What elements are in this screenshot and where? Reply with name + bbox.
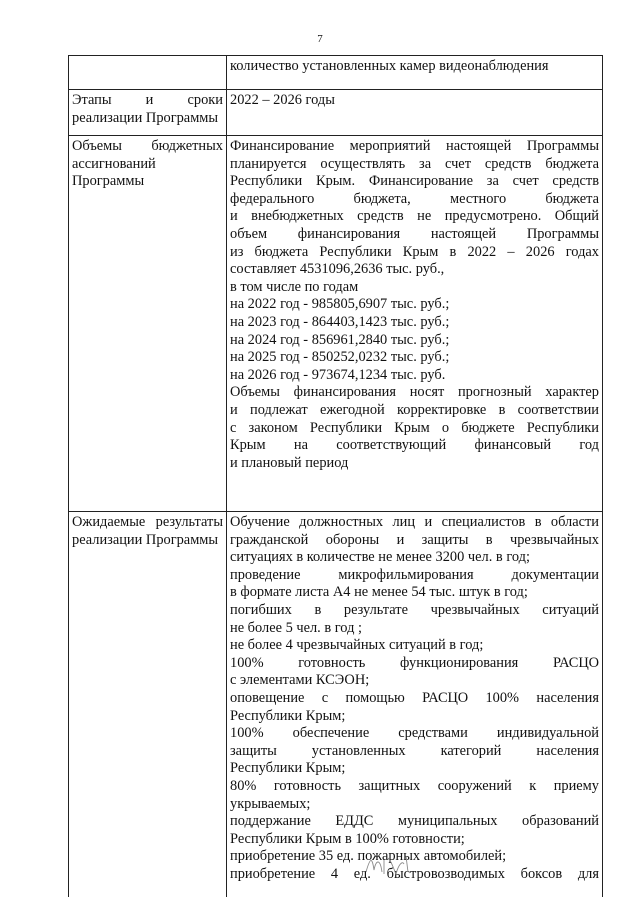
content-line: приобретение 4 ед. быстровозводимых боксов для <box>230 865 599 882</box>
content-line: Финансирование мероприятий настоящей Программы <box>230 138 599 154</box>
content-line: на 2025 год - 850252,0232 тыс. руб.; <box>230 349 450 366</box>
content-line: в формате листа А4 не менее 54 тыс. штук в год; <box>230 584 528 601</box>
label-line: Программы <box>72 173 145 190</box>
content-line: защиты установленных категорий населения <box>230 742 599 759</box>
content-line: укрываемых; <box>230 795 311 812</box>
content-line: ситуациях в количестве не менее 3200 чел. в год; <box>230 549 530 566</box>
content-line: и подлежат ежегодной корректировке в соответствии <box>230 401 599 418</box>
content-line: 80% готовность защитных сооружений к приему <box>230 777 599 794</box>
content-line: Республики Крым в 100% готовности; <box>230 830 465 847</box>
table-row <box>69 56 603 90</box>
content-line: не более 4 чрезвычайных ситуаций в год; <box>230 637 484 654</box>
label-line: ассигнований <box>72 155 156 172</box>
content-line: Республики Крым; <box>230 760 346 777</box>
content-line: федерального бюджета, местного бюджета <box>230 190 599 207</box>
content-line: с законом Республики Крым о бюджете Республики <box>230 419 599 436</box>
table-row <box>69 90 603 136</box>
content-line: из бюджета Республики Крым в 2022 – 2026 годах <box>230 243 599 260</box>
content-line: проведение микрофильмирования документации <box>230 566 599 583</box>
label-line: Ожидаемые результаты <box>72 514 223 530</box>
content-line: Объемы финансирования носят прогнозный характер <box>230 384 599 401</box>
budget-content <box>227 136 603 512</box>
content-line: на 2022 год - 985805,6907 тыс. руб.; <box>230 296 450 313</box>
row-label-empty <box>69 56 227 90</box>
results-label <box>69 512 227 898</box>
content-line: не более 5 чел. в год ; <box>230 619 362 636</box>
program-passport-table <box>68 55 603 897</box>
results-content <box>227 512 603 898</box>
content-line: поддержание ЕДДС муниципальных образований <box>230 813 599 830</box>
content-line: 100% готовность функционирования РАСЦО <box>230 654 599 671</box>
content-line: планируется осуществлять за счет средств бюджета <box>230 155 599 172</box>
budget-label <box>69 136 227 512</box>
content-line: с элементами КСЭОН; <box>230 672 370 689</box>
content-line: на 2024 год - 856961,2840 тыс. руб.; <box>230 331 450 348</box>
cameras-count-text: количество установленных камер видеонаблюдения <box>227 56 603 90</box>
label-line: Объемы бюджетных <box>72 138 223 154</box>
content-line: 100% обеспечение средствами индивидуальной <box>230 725 599 742</box>
content-line: объем финансирования настоящей Программы <box>230 225 599 242</box>
label-line: реализации Программы <box>72 109 219 126</box>
signature-mark <box>362 848 422 878</box>
stages-label <box>69 90 227 136</box>
content-line: составляет 4531096,2636 тыс. руб., <box>230 261 445 278</box>
content-line: Крым на соответствующий финансовый год <box>230 437 599 454</box>
content-line: приобретение 35 ед. пожарных автомобилей; <box>230 848 507 865</box>
content-line: и плановый период <box>230 454 349 471</box>
content-line: и внебюджетных средств не предусмотрено. Общий <box>230 208 599 225</box>
content-line: Республики Крым. Финансирование за счет средств <box>230 173 599 190</box>
content-line: в том числе по годам <box>230 278 359 295</box>
table-row <box>69 512 603 898</box>
label-line: реализации Программы <box>72 531 219 548</box>
content-line: гражданской обороны и защиты в чрезвычайных <box>230 531 599 548</box>
content-line: на 2023 год - 864403,1423 тыс. руб.; <box>230 313 450 330</box>
content-line: Обучение должностных лиц и специалистов в области <box>230 514 599 530</box>
content-line: оповещение с помощью РАСЦО 100% населения <box>230 689 599 706</box>
stages-value: 2022 – 2026 годы <box>227 90 603 136</box>
content-line: погибших в результате чрезвычайных ситуаций <box>230 601 599 618</box>
content-line: Республики Крым; <box>230 707 346 724</box>
table-row <box>69 136 603 512</box>
content-line: на 2026 год - 973674,1234 тыс. руб. <box>230 366 446 383</box>
label-line: Этапы и сроки <box>72 92 223 108</box>
page-number: 7 <box>317 33 323 45</box>
